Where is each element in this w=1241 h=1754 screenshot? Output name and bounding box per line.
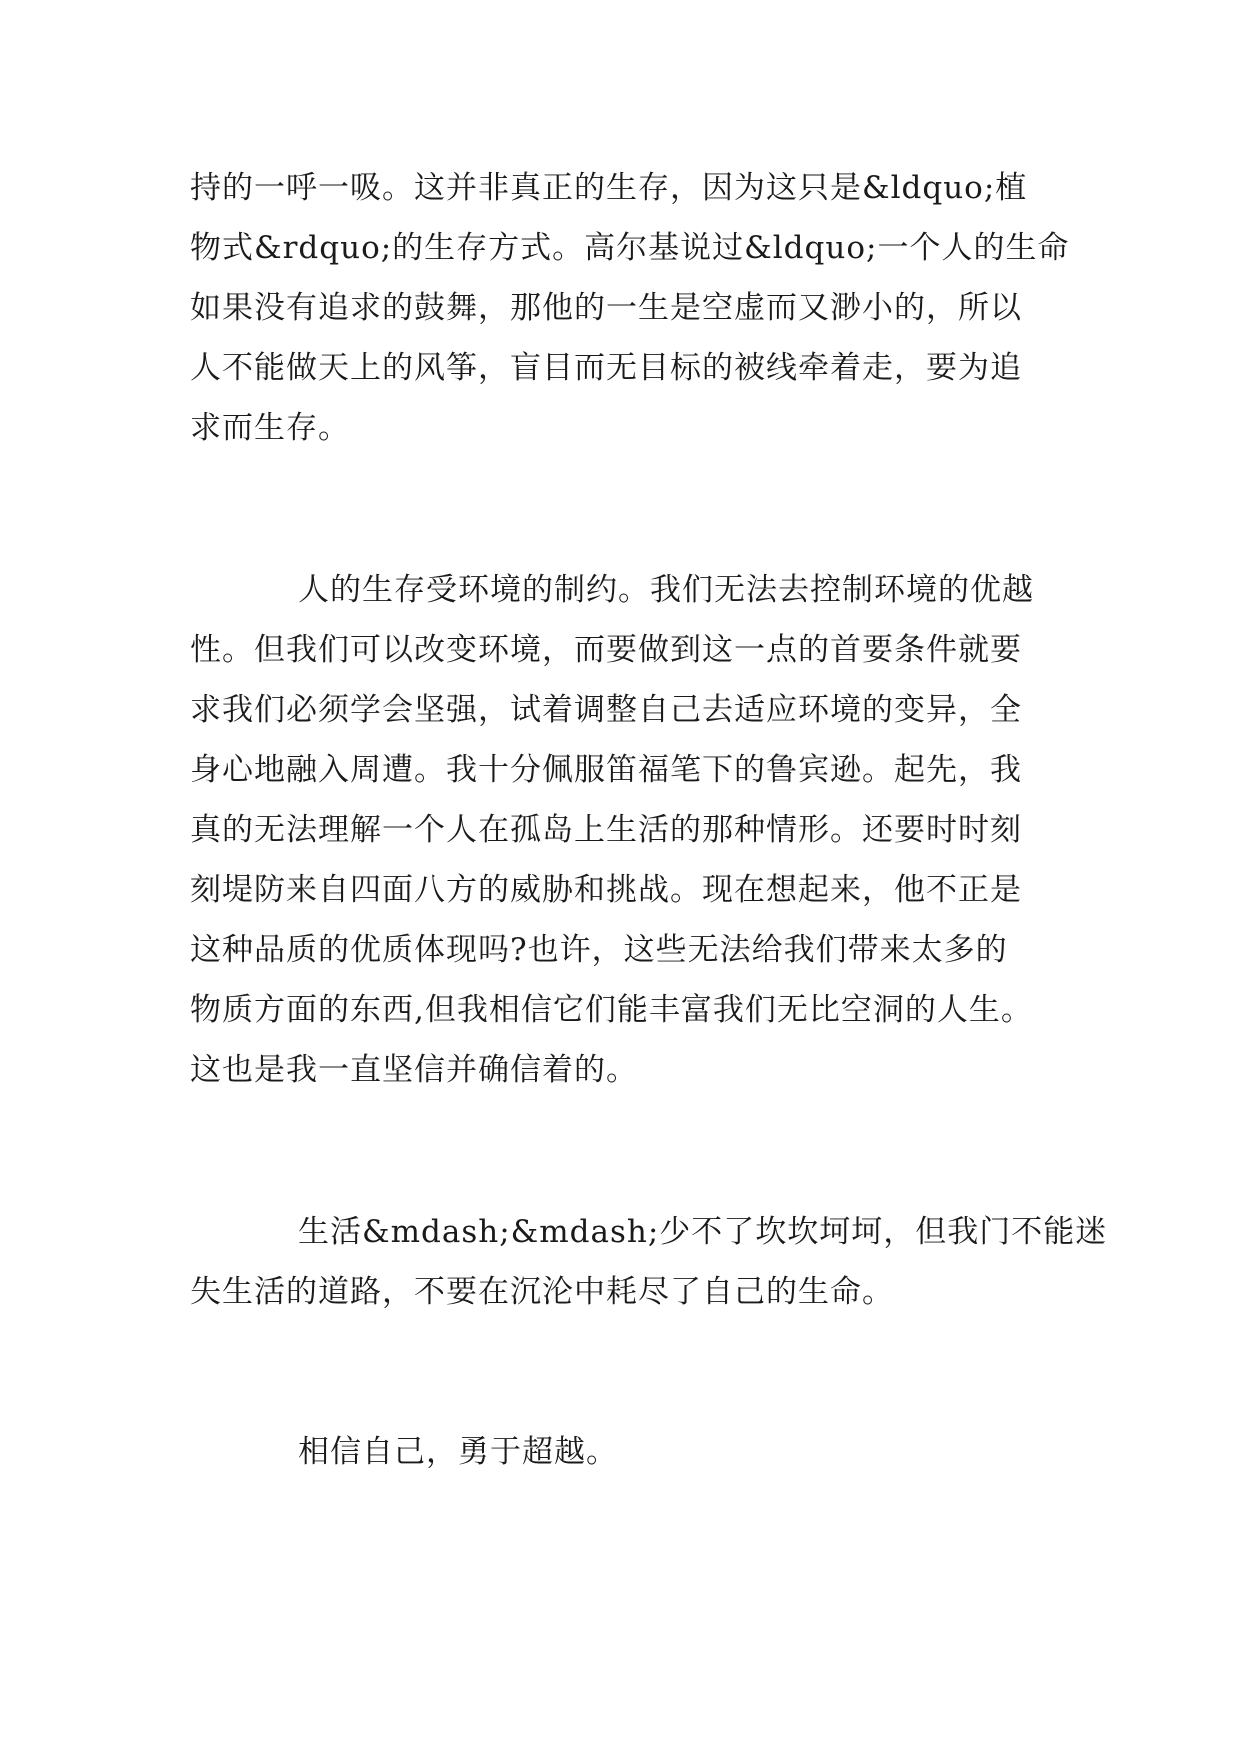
- paragraph-2-line-9: 这也是我一直坚信并确信着的。: [190, 1052, 638, 1088]
- paragraph-1-line-5: 求而生存。: [190, 410, 350, 446]
- paragraph-2-line-3: 求我们必须学会坚强，试着调整自己去适应环境的变异，全: [190, 692, 1022, 728]
- paragraph-2-line-7: 这种品质的优质体现吗?也许，这些无法给我们带来太多的: [190, 932, 1008, 968]
- paragraph-2-line-4: 身心地融入周遭。我十分佩服笛福笔下的鲁宾逊。起先，我: [190, 752, 1022, 788]
- paragraph-2-line-5: 真的无法理解一个人在孤岛上生活的那种情形。还要时时刻: [190, 812, 1022, 848]
- paragraph-2-line-1: 人的生存受环境的制约。我们无法去控制环境的优越: [298, 572, 1034, 608]
- paragraph-2-line-8: 物质方面的东西,但我相信它们能丰富我们无比空洞的人生。: [190, 992, 1033, 1028]
- paragraph-1-line-2: 物式&rdquo;的生存方式。高尔基说过&ldquo;一个人的生命: [190, 230, 1070, 266]
- paragraph-4-line-1: 相信自己，勇于超越。: [298, 1434, 618, 1470]
- paragraph-2-line-2: 性。但我们可以改变环境，而要做到这一点的首要条件就要: [190, 632, 1022, 668]
- paragraph-1-line-4: 人不能做天上的风筝，盲目而无目标的被线牵着走，要为追: [190, 350, 1022, 386]
- paragraph-1-line-3: 如果没有追求的鼓舞，那他的一生是空虚而又渺小的，所以: [190, 290, 1022, 326]
- paragraph-3-line-2: 失生活的道路，不要在沉沦中耗尽了自己的生命。: [190, 1274, 894, 1310]
- paragraph-2-line-6: 刻堤防来自四面八方的威胁和挑战。现在想起来，他不正是: [190, 872, 1022, 908]
- paragraph-1-line-1: 持的一呼一吸。这并非真正的生存，因为这只是&ldquo;植: [190, 170, 1028, 206]
- paragraph-3-line-1: 生活&mdash;&mdash;少不了坎坎坷坷，但我门不能迷: [298, 1214, 1108, 1250]
